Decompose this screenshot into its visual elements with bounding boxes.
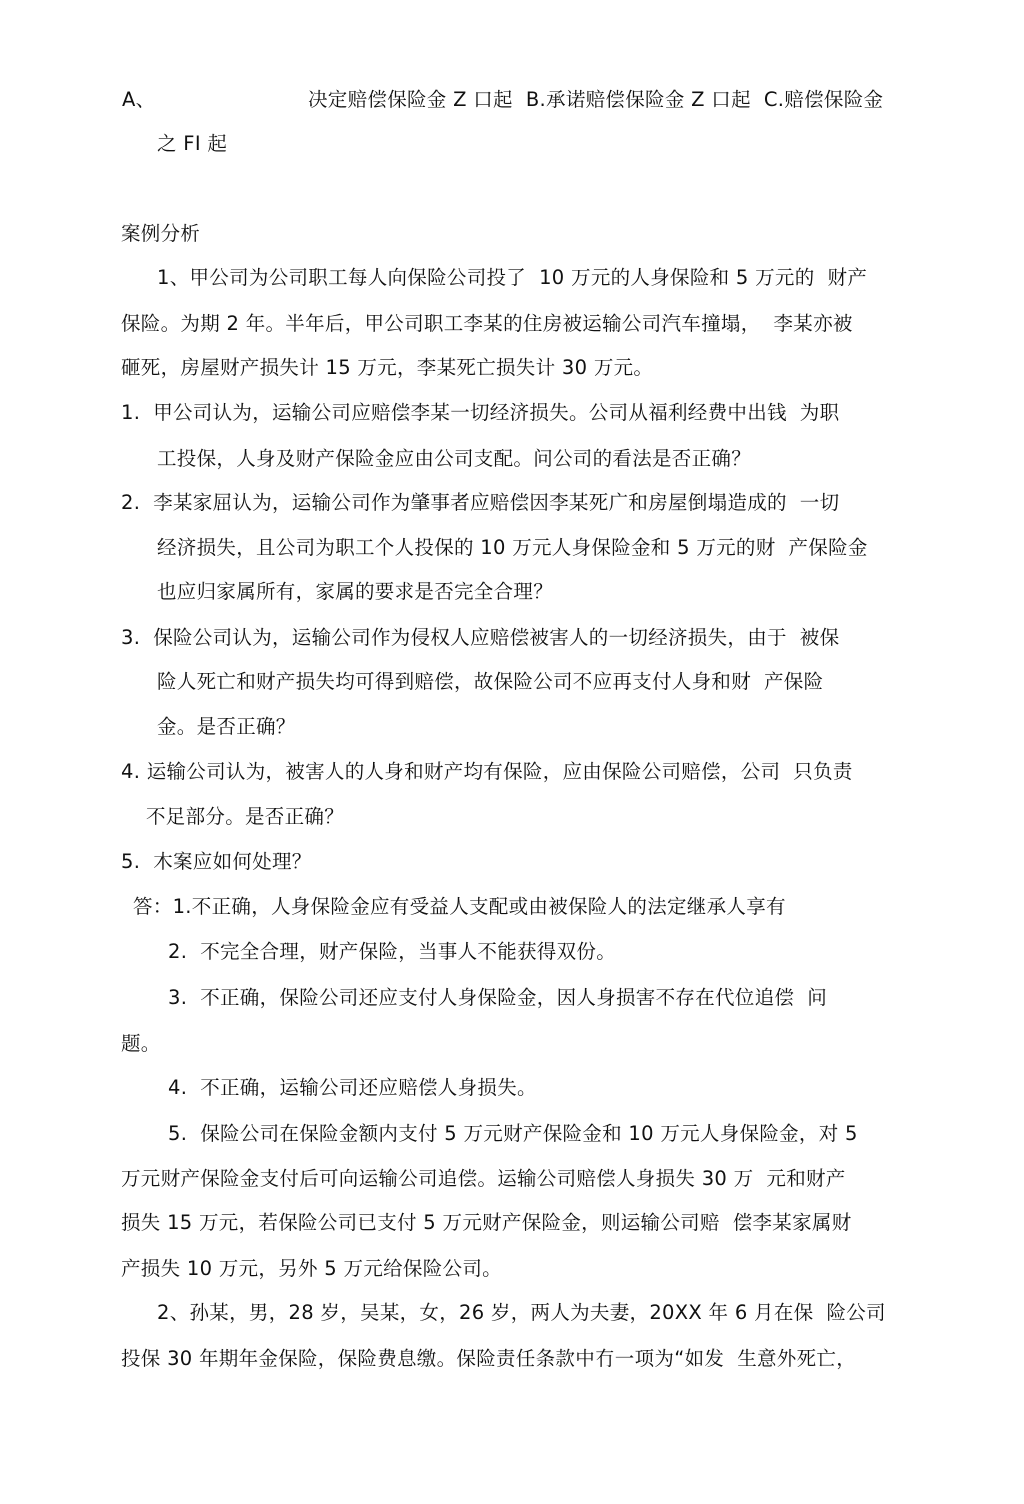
- question-line: 2. 李某家屈认为，运输公司作为肇事者应赔偿因李某死广和房屋倒塌造成的 一切: [121, 491, 840, 514]
- answer-line: 5. 保险公司在保险金额内支付 5 万元财产保险金和 10 万元人身保险金，对 5: [168, 1122, 858, 1145]
- case1-paragraph-line: 保险。为期 2 年。半年后，甲公司职工李某的住房被运输公司汽车撞塌， 李某亦被: [121, 312, 853, 335]
- question-line: 1. 甲公司认为，运输公司应赔偿李某一切经济损失。公司从福利经费中出钱 为职: [121, 401, 840, 424]
- case1-paragraph-line: 1、甲公司为公司职工每人向保险公司投了 10 万元的人身保险和 5 万元的 财产: [157, 266, 868, 289]
- answer-line: 万元财产保险金支付后可向运输公司追偿。运输公司赔偿人身损失 30 万 元和财产: [121, 1167, 846, 1190]
- option-prefix: A、: [122, 88, 156, 111]
- case2-paragraph-line: 2、孙某，男，28 岁，吴某，女，26 岁，两人为夫妻，20XX 年 6 月在保 险公司: [157, 1301, 886, 1324]
- section-title: 案例分析: [121, 222, 201, 245]
- question-line: 不足部分。是否正确？: [146, 805, 345, 828]
- answer-line: 题。: [121, 1032, 161, 1055]
- question-line: 4. 运输公司认为，被害人的人身和财产均有保险，应由保险公司赔偿，公司 只负责: [121, 760, 853, 783]
- option-line: 决定赔偿保险金 Z 口起 B.承诺赔偿保险金 Z 口起 C.赔偿保险金: [308, 88, 884, 111]
- question-line: 金。是否正确？: [157, 715, 296, 738]
- case1-paragraph-line: 砸死，房屋财产损失计 15 万元，李某死亡损失计 30 万元。: [121, 356, 654, 379]
- answer-line: 答：1.不正确，人身保险金应有受益人支配或由被保险人的法定继承人享有: [133, 895, 786, 918]
- answer-line: 3. 不正确，保险公司还应支付人身保险金，因人身损害不存在代位追偿 问: [168, 986, 827, 1009]
- question-line: 险人死亡和财产损失均可得到赔偿，故保险公司不应再支付人身和财 产保险: [157, 670, 824, 693]
- question-line: 3. 保险公司认为，运输公司作为侵权人应赔偿被害人的一切经济损失，由于 被保: [121, 626, 840, 649]
- option-continuation: 之 FI 起: [157, 132, 228, 155]
- question-line: 也应归家属所有，家属的要求是否完全合理？: [157, 580, 554, 603]
- answer-line: 损失 15 万元，若保险公司已支付 5 万元财产保险金，则运输公司赔 偿李某家属财: [121, 1211, 852, 1234]
- answer-line: 2. 不完全合理，财产保险，当事人不能获得双份。: [168, 940, 617, 963]
- answer-line: 产损失 10 万元，另外 5 万元给保险公司。: [121, 1257, 502, 1280]
- case2-paragraph-line: 投保 30 年期年金保险，保险费息缴。保险责任条款中冇一项为“如发 生意外死亡，: [121, 1347, 857, 1370]
- answer-line: 4. 不正确，运输公司还应赔偿人身损失。: [168, 1076, 537, 1099]
- question-line: 5. 木案应如何处理？: [121, 850, 312, 873]
- question-line: 工投保，人身及财产保险金应由公司支配。问公司的看法是否正确？: [157, 447, 752, 470]
- question-line: 经济损失，且公司为职工个人投保的 10 万元人身保险金和 5 万元的财 产保险金: [157, 536, 868, 559]
